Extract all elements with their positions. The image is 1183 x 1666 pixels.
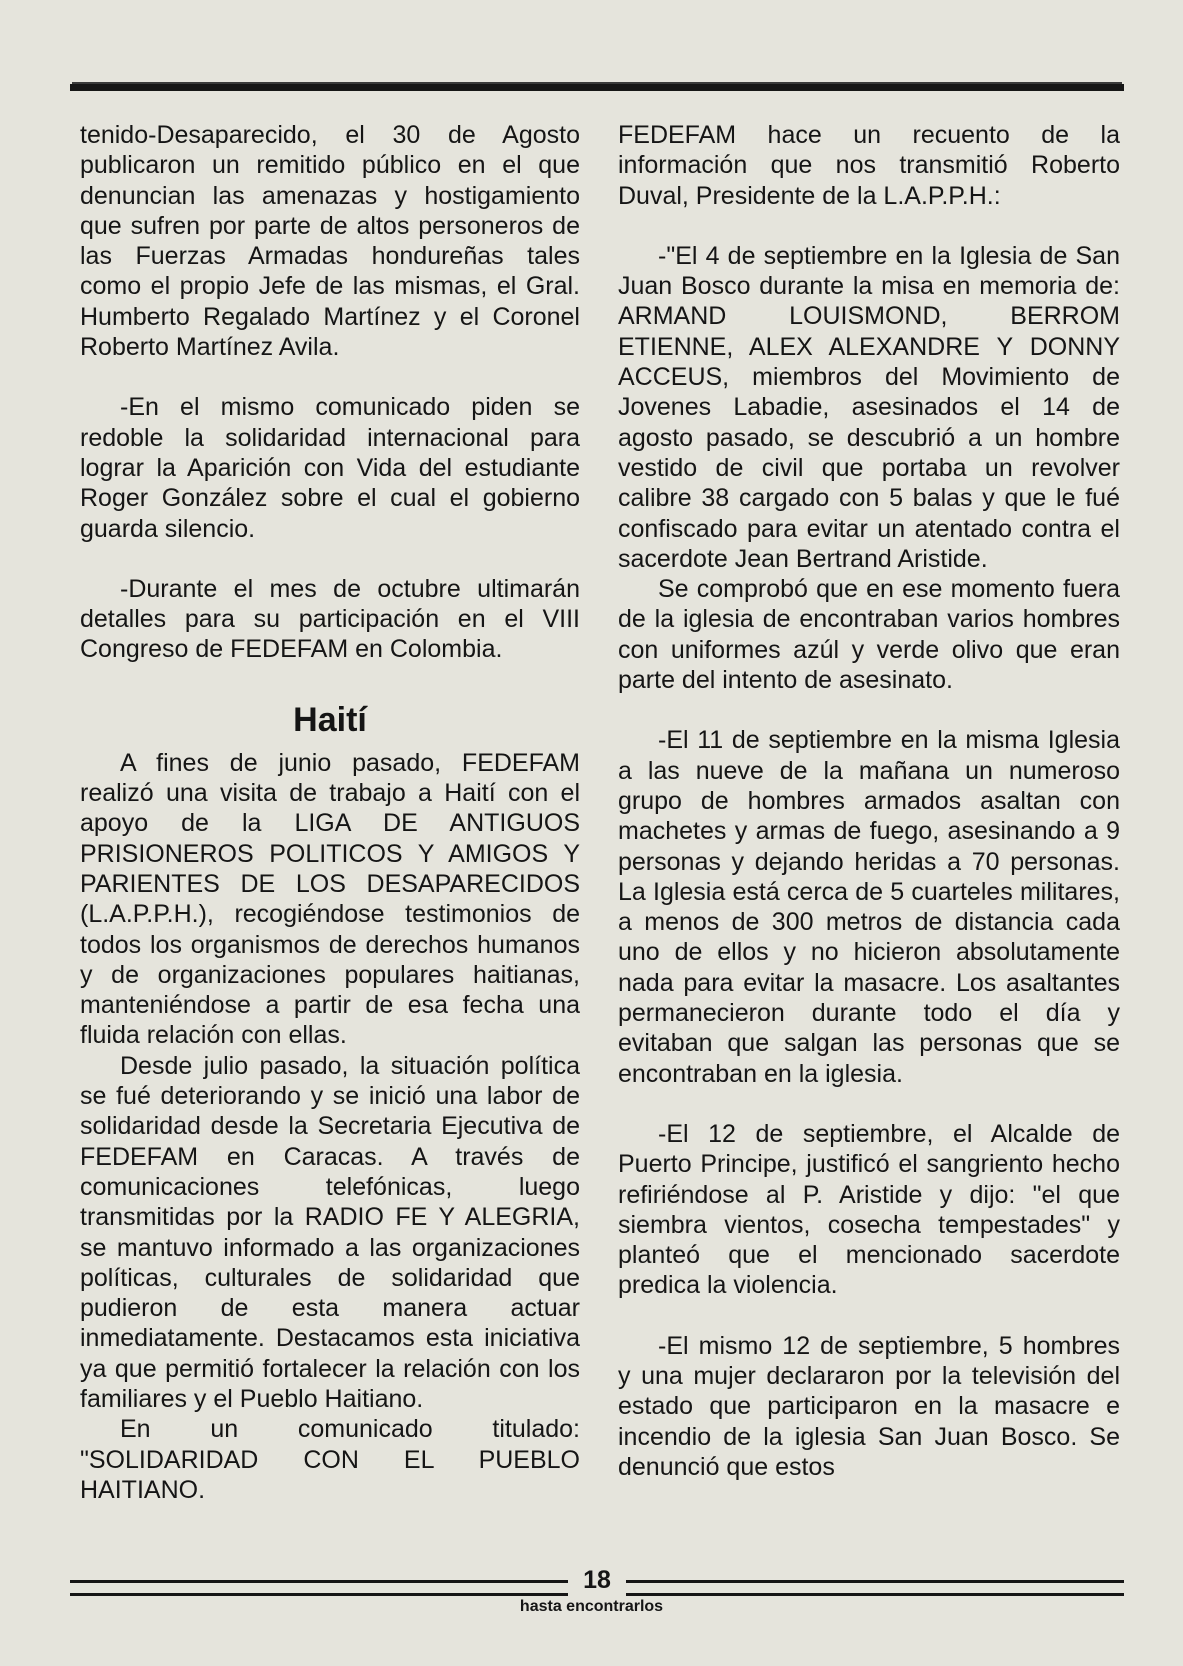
paragraph: -El 12 de septiembre, el Alcalde de Puerto Principe, justificó el sangriento hecho refiriéndose al P. Aristide y dijo: "el que siembra vientos, cosecha tempestades" y planteó que el mencionado sacerdote predica la violencia. [618,1119,1120,1300]
footer-rule-left [70,1580,568,1596]
paragraph: Se comprobó que en ese momento fuera de la iglesia de encontraban varios hombres con uniformes azúl y verde olivo que eran parte del intento de asesinato. [618,575,1120,695]
paragraph: -En el mismo comunicado piden se redoble la solidaridad internacional para lograr la Aparición con Vida del estudiante Roger González sobre el cual el gobierno guarda silencio. [80,393,580,543]
left-column [80,120,580,1560]
top-rule [70,84,1124,91]
paragraph: tenido-Desaparecido, el 30 de Agosto publicaron un remitido público en el que denuncian las amenazas y hostigamiento que sufren por parte de altos personeros de las Fuerzas Armadas hondureñas tales como el propio Jefe de las mismas, el Gral. Humberto Regalado Martínez y el Coronel Roberto Martínez Avila. [80,121,580,362]
paragraph: -Durante el mes de octubre ultimarán detalles para su participación en el VIII Congreso de FEDEFAM en Colombia. [80,574,580,664]
paragraph: -El 11 de septiembre en la misma Iglesia a las nueve de la mañana un numeroso grupo de hombres armados asaltan con machetes y armas de fuego, asesinando a 9 personas y dejando heridas a 70 personas. La Iglesia está cerca de 5 cuarteles militares, a menos de 300 metros de distancia cada uno de ellos y no hicieron absolutamente nada para evitar la masacre. Los asaltantes permanecieron durante todo el día y evitaban que salgan las personas que se encontraban en la iglesia. [618,726,1120,1088]
paragraph: En un comunicado titulado: "SOLIDARIDAD CON EL PUEBLO HAITIANO. [80,1415,580,1504]
footer-rule-right [626,1580,1124,1596]
page-number: 18 [583,1566,611,1594]
paragraph: A fines de junio pasado, FEDEFAM realizó una visita de trabajo a Haití con el apoyo de la LIGA DE ANTIGUOS PRISIONEROS POLITICOS Y AMIGOS Y PARIENTES DE LOS DESAPARECIDOS (L.A.P.P.H.), recogiéndose testimonios de todos los organismos de derechos humanos y de organizaciones populares haitianas, manteniéndose a partir de esa fecha una fluida relación con ellas. [80,748,580,1050]
right-column [618,120,1120,1560]
section-heading: Haití [293,700,367,739]
paragraph: -El mismo 12 de septiembre, 5 hombres y una mujer declararon por la televisión del estado que participaron en la masacre e incendio de la iglesia San Juan Bosco. Se denunció que estos [618,1331,1120,1481]
paragraph: Desde julio pasado, la situación política se fué deteriorando y se inició una labor de solidaridad desde la Secretaria Ejecutiva de FEDEFAM en Caracas. A través de comunicaciones telefónicas, luego transmitidas por la RADIO FE Y ALEGRIA, se mantuvo informado a las organizaciones políticas, culturales de solidaridad que pudieron de esta manera actuar inmediatamente. Destacamos esta iniciativa ya que permitió fortalecer la relación con los familiares y el Pueblo Haitiano. [80,1051,580,1413]
paragraph: FEDEFAM hace un recuento de la información que nos transmitió Roberto Duval, Presidente de la L.A.P.P.H.: [618,121,1120,210]
paragraph: -"El 4 de septiembre en la Iglesia de San Juan Bosco durante la misa en memoria de: ARMAND LOUISMOND, BERROM ETIENNE, ALEX ALEXANDRE Y DONNY ACCEUS, miembros del Movimiento de Jovenes Labadie, asesinados el 14 de agosto pasado, se descubrió a un hombre vestido de civil que portaba un revolver calibre 38 cargado con 5 balas y que le fué confiscado para evitar un atentado contra el sacerdote Jean Bertrand Aristide. [618,241,1120,573]
publication-title: hasta encontrarlos [519,1598,664,1615]
